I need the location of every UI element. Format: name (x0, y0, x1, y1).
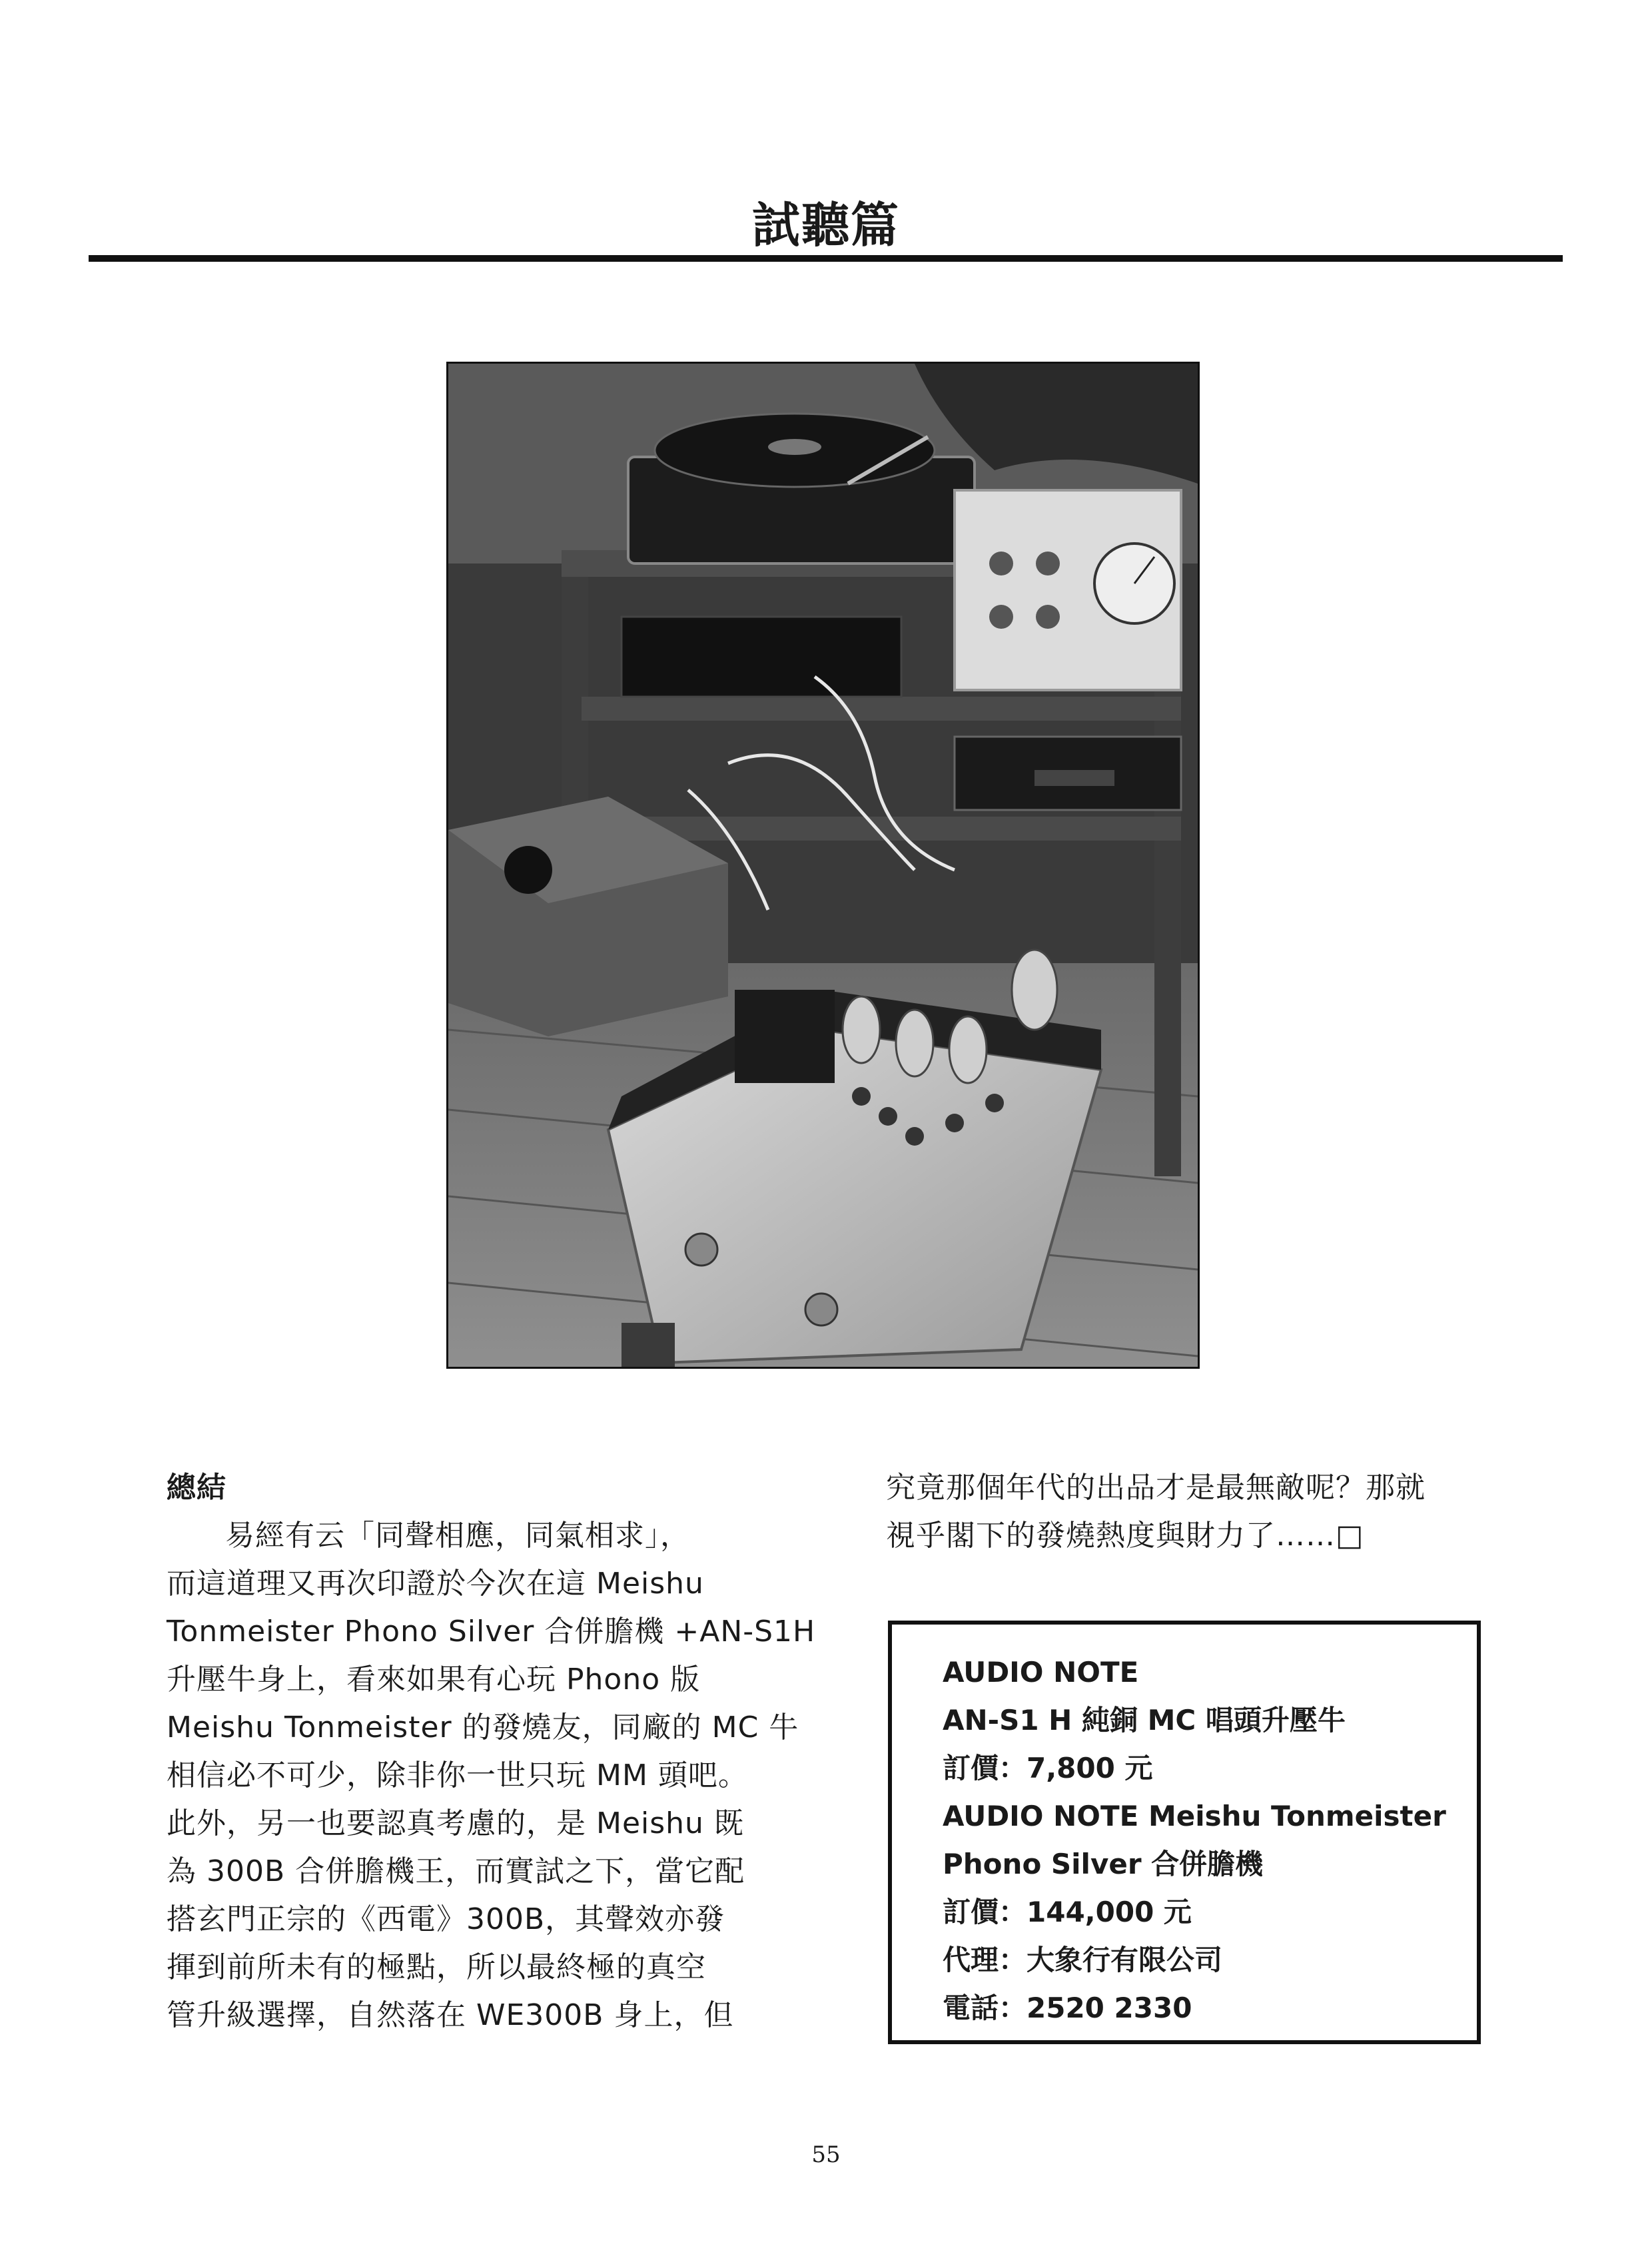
paragraph-line: 揮到前所未有的極點，所以最終極的真空 (167, 1950, 706, 1984)
page-title: 試聽篇 (751, 197, 900, 253)
product-info-box (888, 1621, 1481, 2044)
paragraph-line: 而這道理又再次印證於今次在這 Meishu (167, 1567, 704, 1601)
paragraph-line: 易經有云「同聲相應，同氣相求」， (225, 1519, 690, 1553)
paragraph-line: Tonmeister Phono Silver 合併膽機 +AN-S1H (167, 1615, 816, 1649)
product-name: Phono Silver 合併膽機 (943, 1848, 1264, 1880)
paragraph-line: Meishu Tonmeister 的發燒友，同廠的 MC 牛 (167, 1710, 799, 1744)
left-column (167, 1464, 816, 2040)
brand-model: AUDIO NOTE Meishu Tonmeister (943, 1800, 1446, 1832)
paragraph-line: 為 300B 合併膽機王，而實試之下，當它配 (167, 1854, 745, 1888)
section-heading: 總結 (167, 1471, 226, 1505)
brand-name: AUDIO NOTE (943, 1656, 1139, 1688)
paragraph-line: 此外，另一也要認真考慮的，是 Meishu 既 (167, 1806, 744, 1840)
page-number: 55 (811, 2141, 841, 2168)
photo-illustration (448, 364, 1198, 1367)
product-name: AN-S1 H 純銅 MC 唱頭升壓牛 (943, 1704, 1346, 1736)
title-rule (89, 255, 1563, 262)
right-column (886, 1464, 1519, 1560)
paragraph-line: 視乎閣下的發燒熱度與財力了……□ (886, 1519, 1364, 1553)
paragraph-line: 相信必不可少，除非你一世只玩 MM 頭吧。 (167, 1758, 748, 1792)
product-price: 訂價：7,800 元 (943, 1752, 1153, 1784)
paragraph-line: 管升級選擇，自然落在 WE300B 身上，但 (167, 1998, 734, 2032)
product-price: 訂價：144,000 元 (943, 1896, 1192, 1928)
phone-number: 電話：2520 2330 (943, 1992, 1192, 2024)
distributor: 代理：大象行有限公司 (943, 1944, 1223, 1976)
audio-equipment-photo (446, 362, 1200, 1369)
paragraph-line: 升壓牛身上，看來如果有心玩 Phono 版 (167, 1663, 701, 1696)
paragraph-line: 究竟那個年代的出品才是最無敵呢？那就 (886, 1471, 1426, 1505)
paragraph-line: 搭玄門正宗的《西電》300B，其聲效亦發 (167, 1902, 725, 1936)
